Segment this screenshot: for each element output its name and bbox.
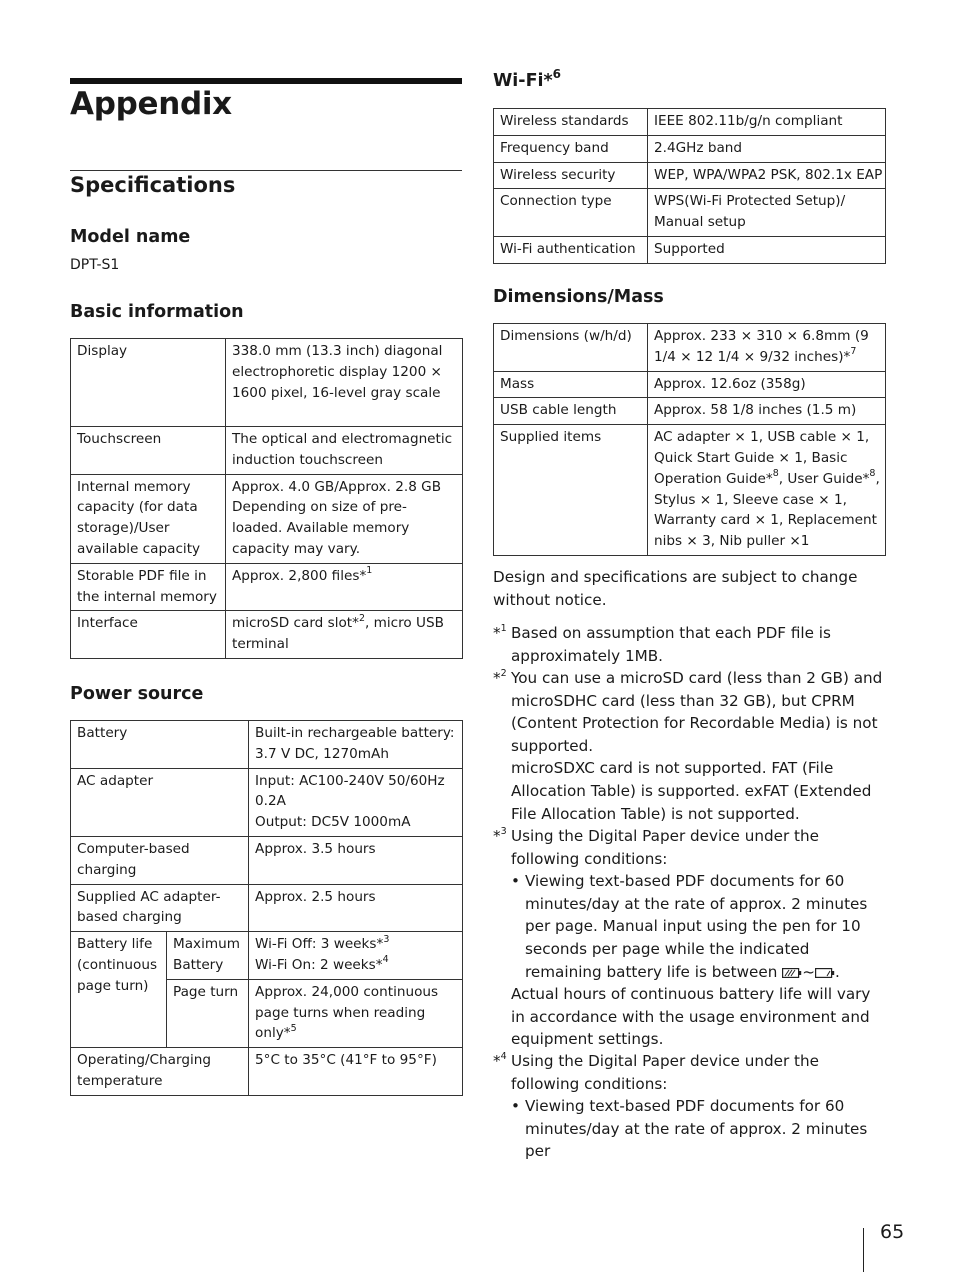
basic-info-table [70,338,463,659]
dims-table [493,323,886,556]
basic-heading: Basic information [70,302,244,322]
row-label: Battery life (continuous page turn) [71,932,167,1048]
list-item: • Viewing text-based PDF documents for 60 minutes/day at the rate of approx. 2 minutes per [511,1097,868,1161]
row-sublabel: Page turn [167,979,249,1047]
footnote-mark: *$^2$ [493,667,507,687]
row-value: Approx. 12.6oz (358g) [648,371,886,398]
row-value: Approx. 2,800 files*$^1$ [226,563,463,611]
row-label: Battery [71,721,249,769]
row-value: Approx. 3.5 hours [249,836,463,884]
table-row [494,425,886,556]
footnote-3 [493,825,885,1051]
row-value: WPS(Wi-Fi Protected Setup)/ Manual setup [648,189,886,237]
dims-heading: Dimensions/Mass [493,287,664,307]
bullet-icon: • [511,872,520,891]
row-label: Dimensions (w/h/d) [494,324,648,372]
footnote-text: Based on assumption that each PDF file is approximately 1MB. [511,624,831,665]
table-row [71,427,463,475]
table-row [494,162,886,189]
section-divider [70,170,462,171]
footnote-text: Actual hours of continuous battery life will vary in accordance with the usage environment and equipment settings. [511,985,871,1049]
row-value: Approx. 2.5 hours [249,884,463,932]
footnote-text: Using the Digital Paper device under the following conditions: [511,1052,819,1093]
footnote-text: microSDXC card is not supported. FAT (File Allocation Table) is supported. exFAT (Extended File Allocation Table) is not supported. [511,759,872,823]
table-row [71,768,463,836]
row-label: Touchscreen [71,427,226,475]
table-row [71,884,463,932]
model-heading: Model name [70,227,191,247]
row-label: Supplied items [494,425,648,556]
wifi-table [493,108,886,264]
row-label: Supplied AC adapter-based charging [71,884,249,932]
table-row [494,135,886,162]
row-label: Interface [71,611,226,659]
model-value: DPT-S1 [70,257,120,273]
row-label: Wireless standards [494,109,648,136]
row-label: Frequency band [494,135,648,162]
section-title: Specifications [70,173,236,197]
row-label: Wi-Fi authentication [494,236,648,263]
row-label: USB cable length [494,398,648,425]
row-label: Storable PDF file in the internal memory [71,563,226,611]
row-label: Mass [494,371,648,398]
row-value: IEEE 802.11b/g/n compliant [648,109,886,136]
footnote-mark: *$^3$ [493,825,507,845]
footnote-mark: *$^1$ [493,622,507,642]
row-label: Wireless security [494,162,648,189]
table-row [494,324,886,372]
row-value: Approx. 58 1/8 inches (1.5 m) [648,398,886,425]
row-value: Wi-Fi Off: 3 weeks*$^3$ Wi-Fi On: 2 weeks*$^4$ [249,932,463,980]
row-value: 2.4GHz band [648,135,886,162]
row-label: Operating/Charging temperature [71,1048,249,1096]
notice-text: Design and specifications are subject to change without notice. [493,568,858,609]
battery-low-icon [815,967,835,979]
row-value: 338.0 mm (13.3 inch) diagonal electrophoretic display 1200 × 1600 pixel, 16-level gray scale [226,339,463,427]
row-value: Approx. 4.0 GB/Approx. 2.8 GB Depending on size of pre-loaded. Available memory capacity may vary. [226,474,463,563]
page-number: 65 [880,1221,905,1243]
table-row [494,398,886,425]
battery-half-icon [782,967,802,979]
table-row [71,721,463,769]
row-value: Supported [648,236,886,263]
table-row [71,1048,463,1096]
table-row [494,236,886,263]
page-title: Appendix [70,86,232,122]
table-row [494,109,886,136]
list-item: • Viewing text-based PDF documents for 60 minutes/day at the rate of approx. 2 minutes per page. Manual input using the pen for 10 seconds per page while the indicated remaining battery life is between ~ . [511,872,868,981]
table-row [71,339,463,427]
row-sublabel: Maximum Battery [167,932,249,980]
table-row [494,371,886,398]
row-label: Connection type [494,189,648,237]
footnote-text: Using the Digital Paper device under the following conditions: [511,827,819,868]
title-bar [70,78,462,84]
row-label: Display [71,339,226,427]
row-value: Input: AC100-240V 50/60Hz 0.2A Output: DC5V 1000mA [249,768,463,836]
power-table [70,720,463,1096]
row-value: Approx. 24,000 continuous page turns when reading only*$^5$ [249,979,463,1047]
row-value: WEP, WPA/WPA2 PSK, 802.1x EAP [648,162,886,189]
row-label: Computer-based charging [71,836,249,884]
power-heading: Power source [70,684,204,704]
table-row [71,836,463,884]
bullet-icon: • [511,1097,520,1116]
footnote-mark: *$^4$ [493,1050,507,1070]
table-row [71,563,463,611]
footnote-4 [493,1050,885,1163]
row-value: microSD card slot*$^2$, micro USB terminal [226,611,463,659]
table-row [494,189,886,237]
row-label: AC adapter [71,768,249,836]
page-number-rule [863,1228,864,1272]
row-label: Internal memory capacity (for data storage)/User available capacity [71,474,226,563]
row-value: AC adapter × 1, USB cable × 1, Quick Start Guide × 1, Basic Operation Guide*$^8$, User Guide*$^8$, Stylus × 1, Sleeve case × 1, Warranty card × 1, Replacement nibs × 3, Nib puller ×1 [648,425,886,556]
table-row [71,474,463,563]
footnote-text: You can use a microSD card (less than 2 GB) and microSDHC card (less than 32 GB), but CPRM (Content Protection for Recordable Media) is not supported. [511,669,883,755]
row-value: Built-in rechargeable battery: 3.7 V DC, 1270mAh [249,721,463,769]
footnote-2 [493,667,885,825]
row-value: 5°C to 35°C (41°F to 95°F) [249,1048,463,1096]
row-value: Approx. 233 × 310 × 6.8mm (9 1/4 × 12 1/4 × 9/32 inches)*$^7$ [648,324,886,372]
table-row [71,932,463,980]
wifi-heading: Wi-Fi*$^6$ [493,67,562,91]
table-row [71,611,463,659]
footnote-1 [493,622,885,667]
row-value: The optical and electromagnetic induction touchscreen [226,427,463,475]
